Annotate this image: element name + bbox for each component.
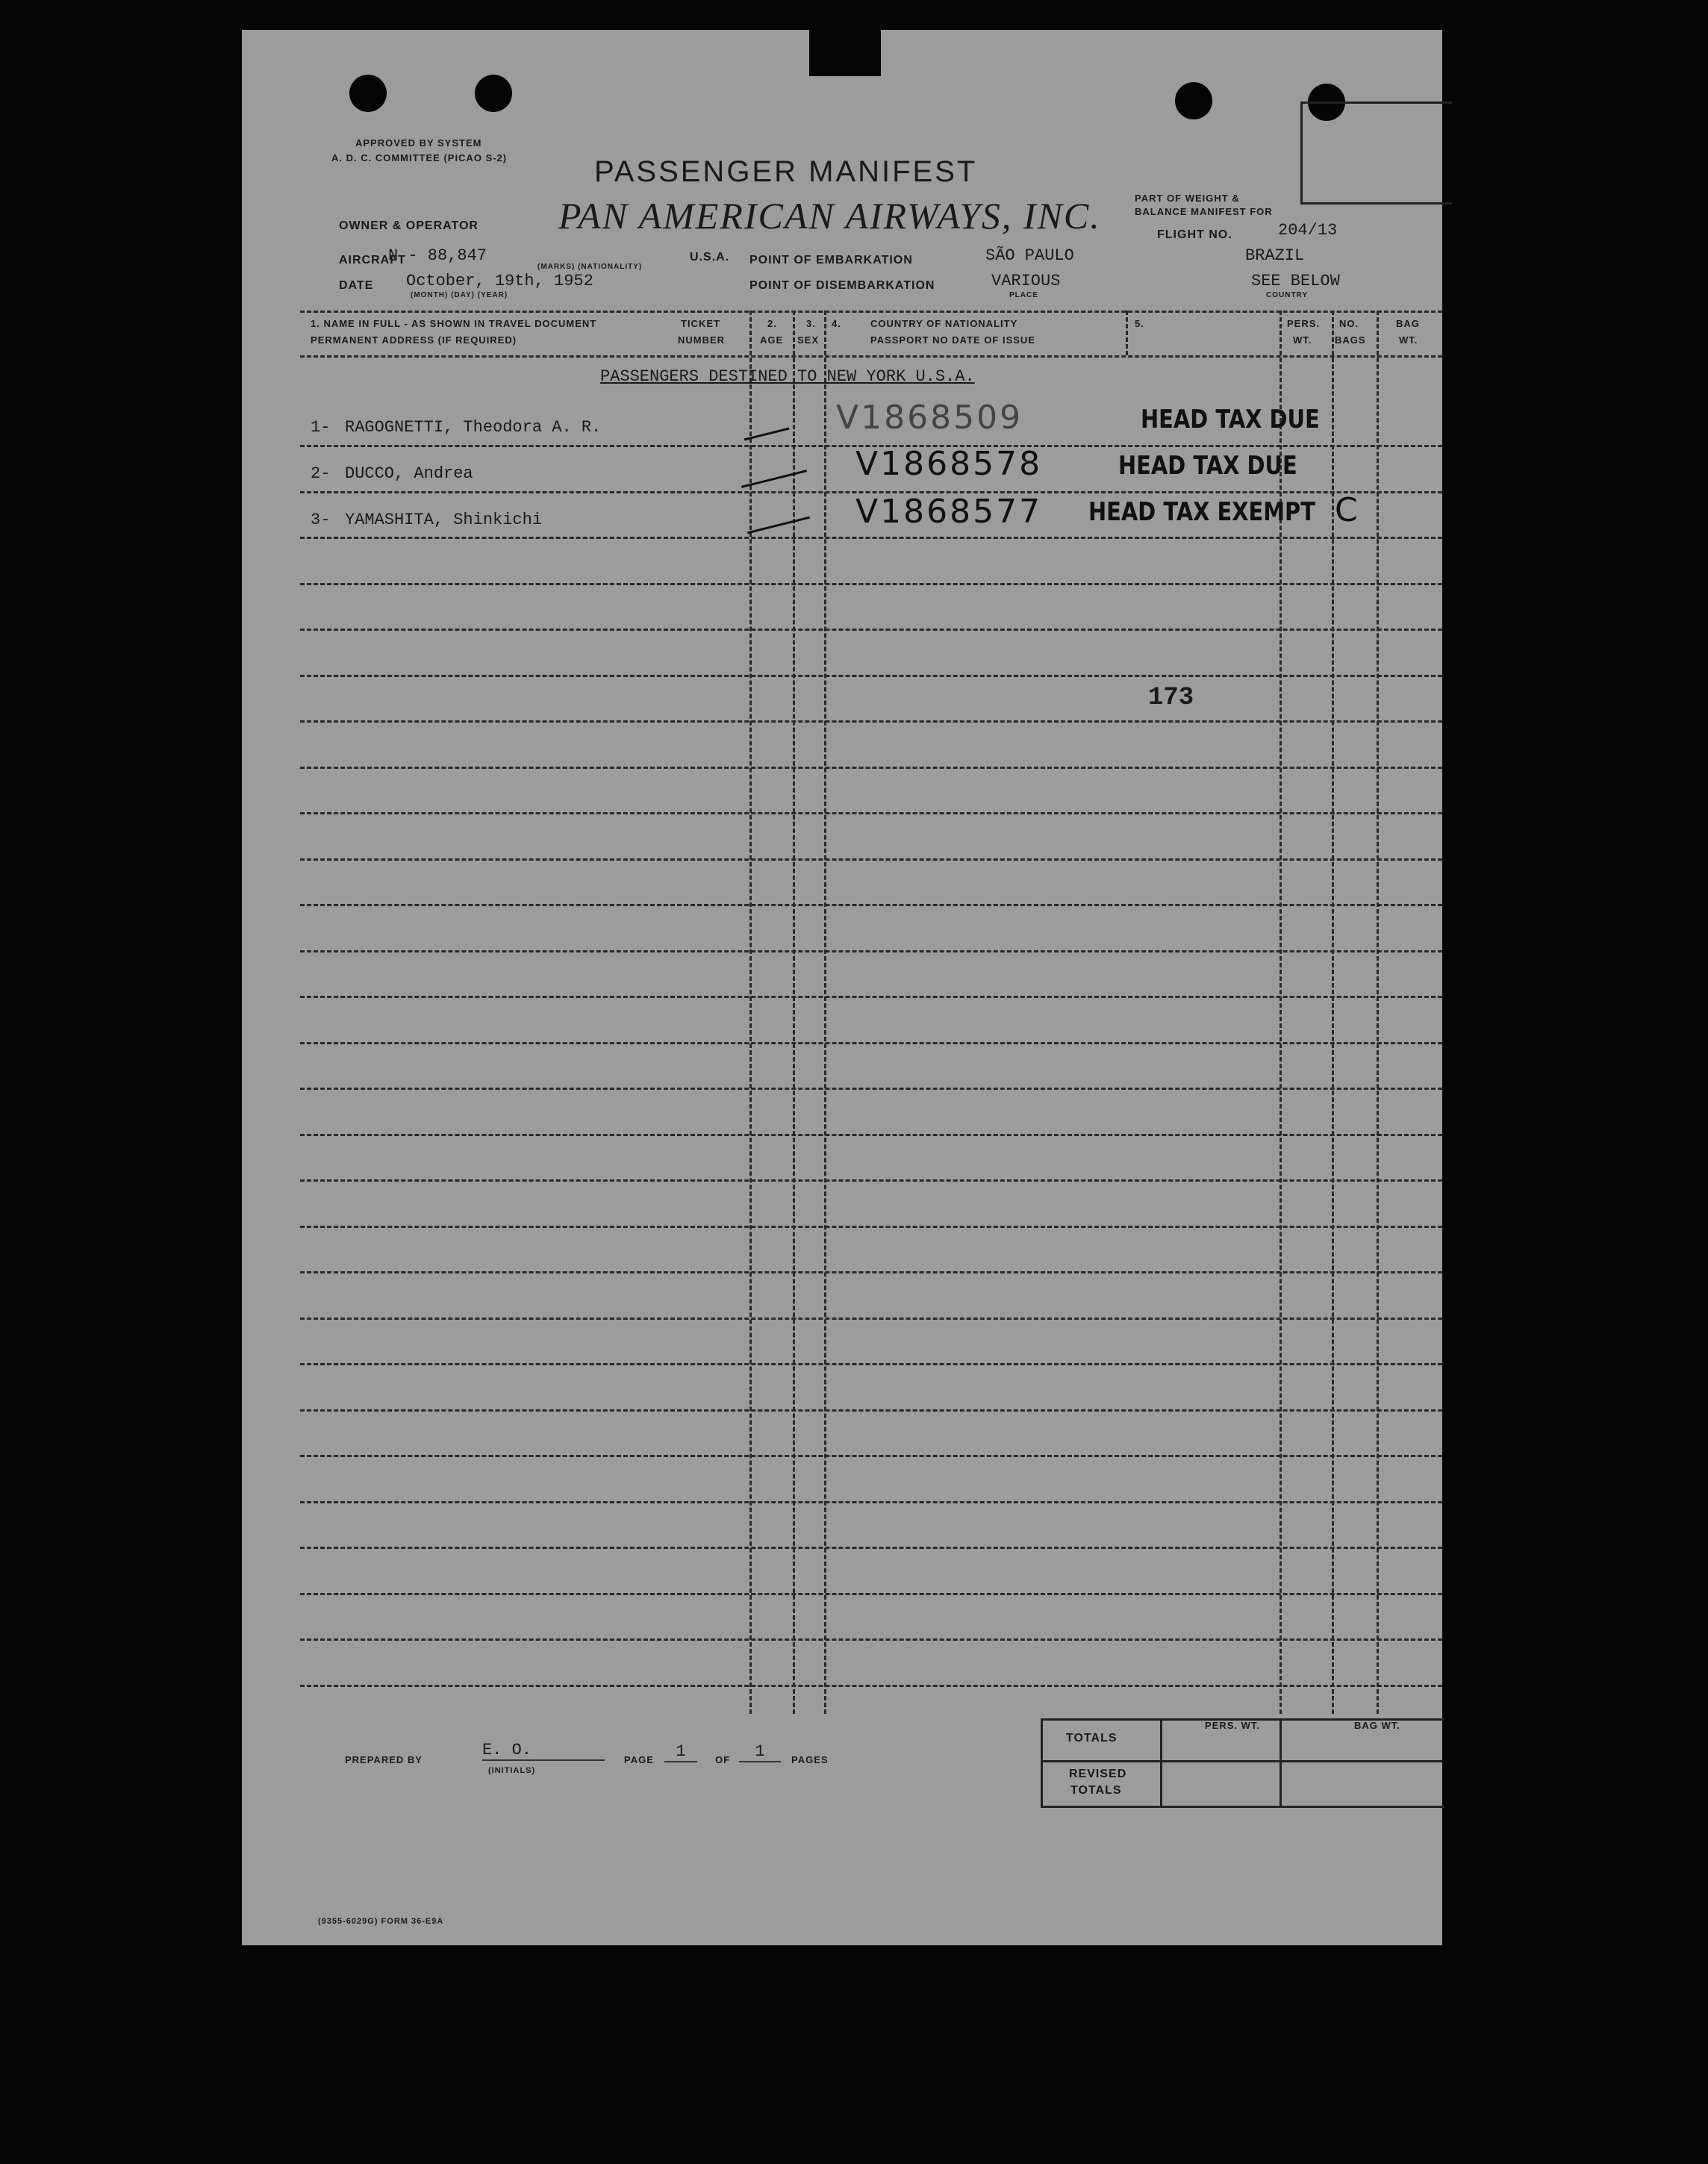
prepared-by-label: PREPARED BY <box>345 1754 423 1765</box>
table-rule <box>300 1685 1442 1687</box>
embarkation-place: SÃO PAULO <box>985 246 1074 265</box>
check-mark <box>747 517 810 534</box>
col-bag-wt-header-1: BAG <box>1396 318 1420 329</box>
table-rule <box>300 537 1442 539</box>
totals-bag-wt-header: BAG WT. <box>1354 1720 1400 1731</box>
date-label: DATE <box>339 279 374 292</box>
table-rule <box>300 1179 1442 1182</box>
col-bags-header-2: BAGS <box>1335 334 1366 346</box>
passenger-number: 2- <box>311 464 331 483</box>
table-rule <box>300 1593 1442 1595</box>
table-rule <box>300 1226 1442 1228</box>
table-rule <box>300 996 1442 998</box>
totals-divider <box>1160 1718 1162 1806</box>
head-tax-stamp: HEAD TAX DUE <box>1141 405 1320 434</box>
flight-number: 204/13 <box>1278 221 1338 240</box>
approved-line-1: APPROVED BY SYSTEM <box>355 137 482 149</box>
corner-box <box>1300 102 1452 205</box>
table-rule <box>300 1638 1442 1641</box>
embarkation-label: POINT OF EMBARKATION <box>749 254 913 266</box>
col-nationality-number: 4. <box>832 318 841 329</box>
passenger-number: 1- <box>311 418 331 437</box>
table-rule <box>300 1363 1442 1365</box>
table-rule <box>300 904 1442 906</box>
table-rule <box>300 583 1442 585</box>
manifest-sheet <box>242 30 1442 1945</box>
section-heading: PASSENGERS DESTINED TO NEW YORK U.S.A. <box>600 367 975 386</box>
totals-pers-wt-header: PERS. WT. <box>1205 1720 1261 1731</box>
initials-caption: (INITIALS) <box>488 1766 536 1775</box>
totals-divider <box>1041 1760 1442 1762</box>
visa-number: V1868509 <box>836 399 1023 437</box>
col-divider <box>1377 311 1379 1714</box>
col-bags-header-1: NO. <box>1339 318 1359 329</box>
col-age-header-1: 2. <box>767 318 777 329</box>
col-nationality-header-1: COUNTRY OF NATIONALITY <box>870 318 1018 329</box>
table-rule <box>300 1318 1442 1320</box>
binder-hole <box>1175 82 1212 119</box>
col-divider <box>1126 311 1128 355</box>
sheet-notch <box>809 30 881 76</box>
visa-number: V1868577 <box>855 493 1043 531</box>
passenger-name: YAMASHITA, Shinkichi <box>345 511 543 529</box>
col-ticket-header-2: NUMBER <box>678 334 726 346</box>
passenger-name: RAGOGNETTI, Theodora A. R. <box>345 418 602 437</box>
handwritten-mark: C <box>1335 491 1360 529</box>
col-name-header-1: 1. NAME IN FULL - AS SHOWN IN TRAVEL DOCUMENT <box>311 318 597 329</box>
head-tax-stamp: HEAD TAX DUE <box>1118 451 1297 481</box>
page-title: PASSENGER MANIFEST <box>594 155 978 188</box>
col-5-header: 5. <box>1135 318 1144 329</box>
table-rule <box>300 1271 1442 1273</box>
passenger-name: DUCCO, Andrea <box>345 464 473 483</box>
pages-label: PAGES <box>791 1754 829 1765</box>
revised-label-2: TOTALS <box>1070 1784 1122 1797</box>
head-tax-stamp: HEAD TAX EXEMPT <box>1088 497 1315 527</box>
disembarkation-country-caption: COUNTRY <box>1266 291 1309 299</box>
col-sex-header-1: 3. <box>806 318 816 329</box>
col-divider <box>749 311 752 1714</box>
table-rule <box>300 858 1442 861</box>
table-rule <box>300 720 1442 723</box>
page-value: 1 <box>664 1742 697 1762</box>
page-label: PAGE <box>624 1754 654 1765</box>
col-age-header-2: AGE <box>760 334 784 346</box>
table-rule <box>300 675 1442 677</box>
revised-label-1: REVISED <box>1069 1768 1127 1780</box>
aircraft-label: AIRCRAFT <box>339 254 406 266</box>
part-of-line-1: PART OF WEIGHT & <box>1135 193 1240 204</box>
disembarkation-label: POINT OF DISEMBARKATION <box>749 279 935 292</box>
table-rule <box>300 355 1442 358</box>
table-rule <box>300 1455 1442 1457</box>
col-bag-wt-header-2: WT. <box>1399 334 1418 346</box>
table-rule <box>300 812 1442 814</box>
totals-divider <box>1280 1718 1282 1806</box>
binder-hole <box>475 75 512 112</box>
aircraft-nationality: U.S.A. <box>690 251 730 264</box>
of-label: OF <box>715 1754 731 1765</box>
table-rule <box>300 1134 1442 1136</box>
col-name-header-2: PERMANENT ADDRESS (IF REQUIRED) <box>311 334 517 346</box>
disembarkation-place-caption: PLACE <box>1009 291 1038 299</box>
col-divider <box>824 311 826 1714</box>
aircraft-marks: N - 88,847 <box>388 246 487 265</box>
date-caption: (MONTH) (DAY) (YEAR) <box>411 291 508 299</box>
disembarkation-country: SEE BELOW <box>1251 272 1340 290</box>
embarkation-country: BRAZIL <box>1245 246 1305 265</box>
col-divider <box>1332 311 1334 1714</box>
table-rule <box>300 1547 1442 1549</box>
col-nationality-header-2: PASSPORT NO DATE OF ISSUE <box>870 334 1035 346</box>
col-pers-header-2: WT. <box>1293 334 1312 346</box>
owner-label: OWNER & OPERATOR <box>339 219 479 232</box>
flight-label: FLIGHT NO. <box>1157 228 1232 241</box>
table-rule <box>300 1409 1442 1412</box>
flight-date: October, 19th, 1952 <box>406 272 593 290</box>
of-value: 1 <box>739 1742 781 1762</box>
prepared-by-value: E. O. <box>482 1741 605 1761</box>
aircraft-caption: (MARKS) (NATIONALITY) <box>537 263 643 271</box>
form-code: (9355-6029G) FORM 36-E9A <box>318 1917 444 1926</box>
col-sex-header-2: SEX <box>797 334 820 346</box>
company-name: PAN AMERICAN AIRWAYS, INC. <box>558 195 1101 237</box>
table-rule <box>300 1501 1442 1503</box>
passenger-number: 3- <box>311 511 331 529</box>
approved-line-2: A. D. C. COMMITTEE (PICAO S-2) <box>331 152 508 163</box>
table-rule <box>300 950 1442 952</box>
table-rule <box>300 767 1442 769</box>
table-rule <box>300 1042 1442 1044</box>
part-of-line-2: BALANCE MANIFEST FOR <box>1135 206 1273 217</box>
visa-number: V1868578 <box>855 445 1043 483</box>
col-pers-header-1: PERS. <box>1287 318 1321 329</box>
binder-hole <box>349 75 387 112</box>
totals-label: TOTALS <box>1066 1732 1118 1744</box>
page-number-stamp: 173 <box>1148 684 1194 712</box>
table-rule <box>300 311 1442 313</box>
table-rule <box>300 1088 1442 1090</box>
col-ticket-header-1: TICKET <box>681 318 720 329</box>
disembarkation-place: VARIOUS <box>991 272 1061 290</box>
table-rule <box>300 629 1442 631</box>
